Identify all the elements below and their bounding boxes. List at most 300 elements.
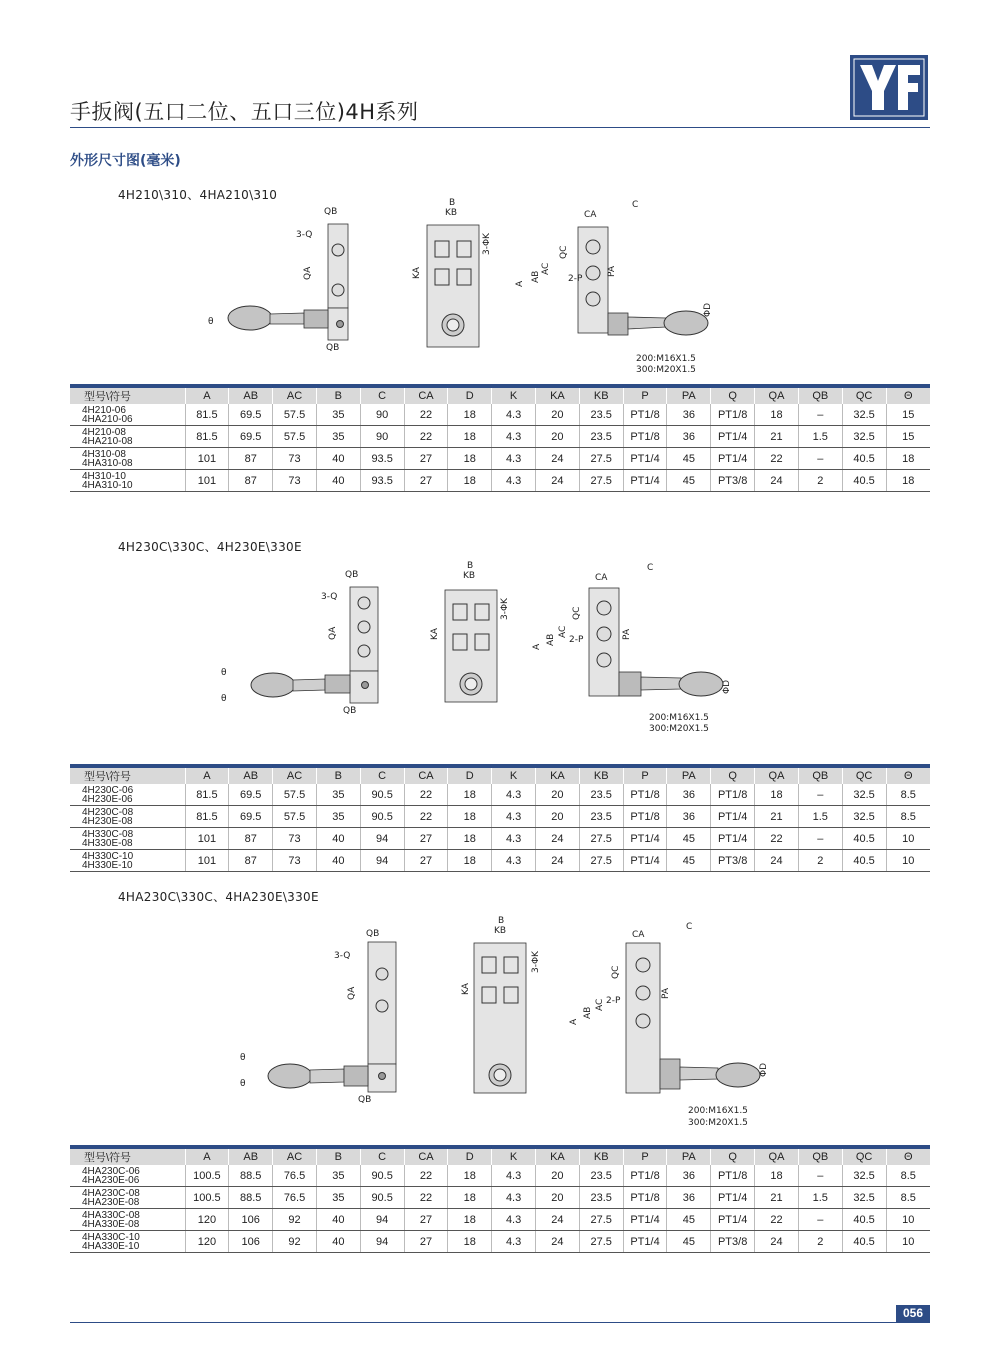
value-cell: 87 xyxy=(229,448,273,470)
dim-qb-label-bottom: QB xyxy=(343,706,357,716)
table-header-row: 型号\符号 A AB AC B C CA D K KA KB P PA Q QA QB QC Θ xyxy=(70,386,930,404)
value-cell: 27.5 xyxy=(579,1209,623,1231)
value-cell: PT1/4 xyxy=(711,1187,755,1209)
model-code: 4H210-08 xyxy=(82,426,126,438)
value-cell: 4.3 xyxy=(492,448,536,470)
value-cell: 32.5 xyxy=(842,784,886,806)
value-cell: PT1/8 xyxy=(623,1165,667,1187)
model-cell xyxy=(70,850,185,872)
value-cell: PT1/4 xyxy=(623,448,667,470)
model-cell xyxy=(70,784,185,806)
model-code: 4HA330E-10 xyxy=(82,1240,140,1252)
dim-qc-label: QC xyxy=(559,245,569,259)
model-cell xyxy=(70,806,185,828)
model-cell xyxy=(70,448,185,470)
model-code: 4H210-06 xyxy=(82,404,126,416)
dim-theta-label-2: θ xyxy=(221,694,227,704)
model-code: 4H330E-10 xyxy=(82,859,133,871)
value-cell: 32.5 xyxy=(842,426,886,448)
header-divider xyxy=(70,127,930,128)
dim-qa-label: QA xyxy=(347,986,357,1000)
value-cell: 36 xyxy=(667,404,711,426)
value-cell: 24 xyxy=(755,470,799,492)
drawing-front-3 xyxy=(230,920,405,1110)
value-cell: 73 xyxy=(273,828,317,850)
thread-label-1: 200:M16X1.5 xyxy=(688,1106,748,1116)
value-cell: PT1/4 xyxy=(623,828,667,850)
value-cell: 101 xyxy=(185,850,229,872)
value-cell: 18 xyxy=(886,448,930,470)
value-cell: 40.5 xyxy=(842,1231,886,1253)
section-heading: 外形尺寸图(毫米) xyxy=(70,153,181,169)
model-code: 4HA310-08 xyxy=(82,457,133,469)
model-code: 4HA310-10 xyxy=(82,479,133,491)
value-cell: 8.5 xyxy=(886,784,930,806)
table-header-row: 型号\符号 A AB AC B C CA D K KA KB P PA Q QA QB QC Θ xyxy=(70,1147,930,1165)
dim-theta-label-1: θ xyxy=(240,1053,246,1063)
value-cell: 24 xyxy=(536,828,580,850)
value-cell: 27.5 xyxy=(579,828,623,850)
value-cell: 90.5 xyxy=(360,1187,404,1209)
value-cell: 35 xyxy=(316,1165,360,1187)
value-cell: 93.5 xyxy=(360,470,404,492)
dim-c-label: C xyxy=(647,563,654,573)
value-cell: 120 xyxy=(185,1209,229,1231)
value-cell: 18 xyxy=(448,828,492,850)
dim-ca-label: CA xyxy=(584,210,597,220)
spec-table-2 xyxy=(70,764,930,872)
table-header-row: 型号\符号 A AB AC B C CA D K KA KB P PA Q QA QB QC Θ xyxy=(70,766,930,784)
dim-a-label: A xyxy=(532,643,542,650)
value-cell: 18 xyxy=(755,784,799,806)
dim-a-label: A xyxy=(569,1018,579,1025)
value-cell: PT1/4 xyxy=(711,806,755,828)
value-cell: 101 xyxy=(185,828,229,850)
value-cell: 24 xyxy=(536,1231,580,1253)
model-code: 4HA210-06 xyxy=(82,413,133,425)
value-cell: 24 xyxy=(536,850,580,872)
value-cell: PT1/4 xyxy=(623,470,667,492)
dim-theta-label-2: θ xyxy=(240,1079,246,1089)
value-cell: 4.3 xyxy=(492,806,536,828)
thread-label-1: 200:M16X1.5 xyxy=(636,354,696,364)
value-cell: 40.5 xyxy=(842,448,886,470)
table-row xyxy=(70,1165,930,1187)
value-cell: 32.5 xyxy=(842,1165,886,1187)
dim-ac-label: AC xyxy=(595,998,605,1011)
value-cell: PT1/8 xyxy=(623,404,667,426)
dim-ab-label: AB xyxy=(546,633,556,646)
value-cell: 27 xyxy=(404,470,448,492)
value-cell: 100.5 xyxy=(185,1165,229,1187)
value-cell: 94 xyxy=(360,1209,404,1231)
model-code: 4HA230E-06 xyxy=(82,1174,140,1186)
value-cell: 23.5 xyxy=(579,1165,623,1187)
value-cell: 45 xyxy=(667,1209,711,1231)
value-cell: 2 xyxy=(798,470,842,492)
value-cell: 4.3 xyxy=(492,426,536,448)
spec-table-3 xyxy=(70,1145,930,1253)
value-cell: 18 xyxy=(448,426,492,448)
value-cell: 10 xyxy=(886,1209,930,1231)
dim-qb-label-bottom: QB xyxy=(326,343,340,353)
value-cell: 18 xyxy=(448,1187,492,1209)
value-cell: 1.5 xyxy=(798,806,842,828)
value-cell: 2 xyxy=(798,1231,842,1253)
dim-ab-label: AB xyxy=(531,270,541,283)
value-cell: 4.3 xyxy=(492,850,536,872)
value-cell: 4.3 xyxy=(492,1187,536,1209)
value-cell: 22 xyxy=(755,1209,799,1231)
dim-ac-label: AC xyxy=(541,262,551,275)
dim-ca-label: CA xyxy=(632,930,645,940)
value-cell: 73 xyxy=(273,850,317,872)
drawing-front-2 xyxy=(215,565,385,720)
value-cell: 4.3 xyxy=(492,470,536,492)
value-cell: 2 xyxy=(798,850,842,872)
value-cell: 45 xyxy=(667,1231,711,1253)
dim-2p-label: 2-P xyxy=(606,996,621,1006)
value-cell: PT1/8 xyxy=(623,426,667,448)
value-cell: 18 xyxy=(448,470,492,492)
value-cell: 45 xyxy=(667,448,711,470)
value-cell: 24 xyxy=(536,470,580,492)
value-cell: 18 xyxy=(448,806,492,828)
value-cell: PT1/8 xyxy=(623,784,667,806)
value-cell: 69.5 xyxy=(229,806,273,828)
value-cell: 21 xyxy=(755,806,799,828)
value-cell: 45 xyxy=(667,470,711,492)
value-cell: 101 xyxy=(185,470,229,492)
value-cell: PT1/8 xyxy=(623,1187,667,1209)
value-cell: 32.5 xyxy=(842,806,886,828)
value-cell: PT3/8 xyxy=(711,850,755,872)
value-cell: 18 xyxy=(448,448,492,470)
model-code: 4HA210-08 xyxy=(82,435,133,447)
value-cell: 40.5 xyxy=(842,470,886,492)
value-cell: 23.5 xyxy=(579,806,623,828)
value-cell: 69.5 xyxy=(229,426,273,448)
value-cell: 87 xyxy=(229,470,273,492)
model-code: 4H330C-10 xyxy=(82,850,134,862)
model-code: 4H230E-08 xyxy=(82,815,133,827)
value-cell: 27 xyxy=(404,828,448,850)
model-code: 4H310-08 xyxy=(82,448,126,460)
value-cell: 8.5 xyxy=(886,1165,930,1187)
value-cell: 27.5 xyxy=(579,448,623,470)
model-code: 4H230C-06 xyxy=(82,784,134,796)
drawing-side-3 xyxy=(450,915,550,1105)
value-cell: 90.5 xyxy=(360,806,404,828)
dim-theta-label-1: θ xyxy=(221,668,227,678)
dim-ca-label: CA xyxy=(595,573,608,583)
value-cell: 40 xyxy=(316,1209,360,1231)
model-cell xyxy=(70,1187,185,1209)
yf-logo xyxy=(850,55,928,120)
table-row xyxy=(70,850,930,872)
value-cell: 35 xyxy=(316,404,360,426)
model-cell xyxy=(70,470,185,492)
dim-d-label: ΦD xyxy=(722,679,732,694)
value-cell: 20 xyxy=(536,404,580,426)
dim-c-label: C xyxy=(686,922,693,932)
model-code: 4H230C-08 xyxy=(82,806,134,818)
thread-label-2: 300:M20X1.5 xyxy=(649,724,709,734)
value-cell: 18 xyxy=(448,1165,492,1187)
model-code: 4HA230C-06 xyxy=(82,1165,140,1177)
model-cell xyxy=(70,828,185,850)
value-cell: 18 xyxy=(755,1165,799,1187)
drawing-front-1 xyxy=(200,200,350,360)
value-cell: 18 xyxy=(448,1209,492,1231)
dim-b-label: B xyxy=(467,561,474,571)
dim-ka-label: KA xyxy=(412,267,422,279)
value-cell: 106 xyxy=(229,1231,273,1253)
value-cell: 10 xyxy=(886,850,930,872)
table-row xyxy=(70,784,930,806)
dim-ac-label: AC xyxy=(558,625,568,638)
value-cell: 40 xyxy=(316,828,360,850)
value-cell: 22 xyxy=(404,784,448,806)
dim-a-label: A xyxy=(515,280,525,287)
value-cell: 24 xyxy=(536,1209,580,1231)
value-cell: 22 xyxy=(755,828,799,850)
value-cell: 73 xyxy=(273,448,317,470)
model-code: 4HA230E-08 xyxy=(82,1196,140,1208)
value-cell: 20 xyxy=(536,784,580,806)
value-cell: 73 xyxy=(273,470,317,492)
value-cell: 4.3 xyxy=(492,828,536,850)
value-cell: 1.5 xyxy=(798,1187,842,1209)
value-cell: 8.5 xyxy=(886,806,930,828)
model-code: 4HA330E-08 xyxy=(82,1218,140,1230)
value-cell: 88.5 xyxy=(229,1165,273,1187)
value-cell: 18 xyxy=(448,1231,492,1253)
value-cell: – xyxy=(798,784,842,806)
dim-2p-label: 2-P xyxy=(569,635,584,645)
dim-3k-label: 3-ΦK xyxy=(531,951,541,973)
value-cell: 101 xyxy=(185,448,229,470)
value-cell: 40 xyxy=(316,448,360,470)
value-cell: 40.5 xyxy=(842,1209,886,1231)
value-cell: 15 xyxy=(886,426,930,448)
value-cell: 69.5 xyxy=(229,404,273,426)
drawing-side-2 xyxy=(425,560,515,710)
drawing-top-1 xyxy=(510,195,725,375)
value-cell: 23.5 xyxy=(579,1187,623,1209)
value-cell: 57.5 xyxy=(273,806,317,828)
value-cell: 100.5 xyxy=(185,1187,229,1209)
value-cell: – xyxy=(798,828,842,850)
page-number: 056 xyxy=(896,1305,930,1322)
value-cell: 18 xyxy=(448,784,492,806)
value-cell: 35 xyxy=(316,784,360,806)
value-cell: 94 xyxy=(360,1231,404,1253)
value-cell: 4.3 xyxy=(492,784,536,806)
dim-qa-label: QA xyxy=(328,626,338,640)
value-cell: 40 xyxy=(316,470,360,492)
table-row xyxy=(70,1209,930,1231)
drawing-top-2 xyxy=(525,560,740,740)
footer-divider xyxy=(70,1322,930,1323)
table-row xyxy=(70,1187,930,1209)
thread-label-1: 200:M16X1.5 xyxy=(649,713,709,723)
value-cell: 36 xyxy=(667,1165,711,1187)
value-cell: 40.5 xyxy=(842,850,886,872)
value-cell: 81.5 xyxy=(185,806,229,828)
value-cell: 24 xyxy=(755,850,799,872)
value-cell: 40 xyxy=(316,1231,360,1253)
dim-qb-label: QB xyxy=(324,207,338,217)
value-cell: 45 xyxy=(667,828,711,850)
value-cell: PT1/4 xyxy=(623,1209,667,1231)
value-cell: 20 xyxy=(536,426,580,448)
value-cell: 81.5 xyxy=(185,426,229,448)
value-cell: 22 xyxy=(404,1187,448,1209)
value-cell: 36 xyxy=(667,1187,711,1209)
dim-qa-label: QA xyxy=(303,266,313,280)
dim-kb-label: KB xyxy=(463,571,476,581)
value-cell: 23.5 xyxy=(579,426,623,448)
value-cell: 4.3 xyxy=(492,1165,536,1187)
dim-qb-label-bottom: QB xyxy=(358,1095,372,1105)
dim-ab-label: AB xyxy=(583,1006,593,1019)
drawing-side-1 xyxy=(405,195,495,355)
value-cell: PT1/8 xyxy=(711,404,755,426)
value-cell: PT1/4 xyxy=(711,1209,755,1231)
value-cell: 90 xyxy=(360,426,404,448)
value-cell: 22 xyxy=(404,806,448,828)
value-cell: PT1/4 xyxy=(623,1231,667,1253)
value-cell: PT1/4 xyxy=(623,850,667,872)
value-cell: 45 xyxy=(667,850,711,872)
table-row xyxy=(70,448,930,470)
dim-d-label: ΦD xyxy=(703,302,713,317)
model-cell xyxy=(70,1231,185,1253)
value-cell: 18 xyxy=(448,404,492,426)
value-cell: – xyxy=(798,1209,842,1231)
value-cell: 90 xyxy=(360,404,404,426)
value-cell: 20 xyxy=(536,1187,580,1209)
value-cell: PT3/8 xyxy=(711,470,755,492)
dim-b-label: B xyxy=(449,198,456,208)
value-cell: 4.3 xyxy=(492,1209,536,1231)
value-cell: 20 xyxy=(536,806,580,828)
dim-kb-label: KB xyxy=(494,926,507,936)
table-row xyxy=(70,426,930,448)
model-code: 4H330C-08 xyxy=(82,828,134,840)
drawing-top-3 xyxy=(560,915,780,1135)
dim-c-label: C xyxy=(632,200,639,210)
dim-ka-label: KA xyxy=(461,983,471,995)
value-cell: 32.5 xyxy=(842,1187,886,1209)
value-cell: 76.5 xyxy=(273,1187,317,1209)
model-code: 4HA330C-08 xyxy=(82,1209,140,1221)
value-cell: 57.5 xyxy=(273,404,317,426)
value-cell: 24 xyxy=(536,448,580,470)
value-cell: 22 xyxy=(404,426,448,448)
dim-qc-label: QC xyxy=(611,965,621,979)
thread-label-2: 300:M20X1.5 xyxy=(636,365,696,375)
value-cell: – xyxy=(798,448,842,470)
value-cell: 23.5 xyxy=(579,404,623,426)
value-cell: PT1/4 xyxy=(711,426,755,448)
value-cell: 92 xyxy=(273,1231,317,1253)
value-cell: 23.5 xyxy=(579,784,623,806)
value-cell: 27 xyxy=(404,850,448,872)
thread-label-2: 300:M20X1.5 xyxy=(688,1118,748,1128)
dim-qc-label: QC xyxy=(572,606,582,620)
model-code: 4HA330C-10 xyxy=(82,1231,140,1243)
dim-d-label: ΦD xyxy=(759,1062,769,1077)
value-cell: 40.5 xyxy=(842,828,886,850)
value-cell: 106 xyxy=(229,1209,273,1231)
value-cell: 10 xyxy=(886,1231,930,1253)
value-cell: 10 xyxy=(886,828,930,850)
value-cell: 4.3 xyxy=(492,1231,536,1253)
value-cell: 120 xyxy=(185,1231,229,1253)
dim-3q-label: 3-Q xyxy=(296,230,313,240)
dim-theta-label: θ xyxy=(208,317,214,327)
value-cell: – xyxy=(798,1165,842,1187)
value-cell: 57.5 xyxy=(273,784,317,806)
value-cell: 36 xyxy=(667,806,711,828)
value-cell: 35 xyxy=(316,806,360,828)
value-cell: – xyxy=(798,404,842,426)
model-cell xyxy=(70,404,185,426)
model-code: 4H230E-06 xyxy=(82,793,133,805)
value-cell: 81.5 xyxy=(185,404,229,426)
value-cell: 88.5 xyxy=(229,1187,273,1209)
value-cell: 24 xyxy=(755,1231,799,1253)
dim-qb-label: QB xyxy=(366,929,380,939)
value-cell: PT3/8 xyxy=(711,1231,755,1253)
value-cell: 27.5 xyxy=(579,850,623,872)
value-cell: 18 xyxy=(448,850,492,872)
section-3-label: 4HA230C\330C、4HA230E\330E xyxy=(118,890,319,904)
dim-3q-label: 3-Q xyxy=(334,951,351,961)
model-code: 4H330E-08 xyxy=(82,837,133,849)
value-cell: 20 xyxy=(536,1165,580,1187)
value-cell: 4.3 xyxy=(492,404,536,426)
dim-pa-label: PA xyxy=(661,987,671,999)
value-cell: 94 xyxy=(360,828,404,850)
value-cell: 27 xyxy=(404,1209,448,1231)
value-cell: 27.5 xyxy=(579,470,623,492)
value-cell: 15 xyxy=(886,404,930,426)
dim-pa-label: PA xyxy=(622,628,632,640)
value-cell: 22 xyxy=(755,448,799,470)
value-cell: 27 xyxy=(404,448,448,470)
model-code: 4H310-10 xyxy=(82,470,126,482)
table-row xyxy=(70,1231,930,1253)
value-cell: 32.5 xyxy=(842,404,886,426)
value-cell: 93.5 xyxy=(360,448,404,470)
value-cell: 21 xyxy=(755,426,799,448)
value-cell: 21 xyxy=(755,1187,799,1209)
value-cell: 81.5 xyxy=(185,784,229,806)
dim-qb-label: QB xyxy=(345,570,359,580)
value-cell: 22 xyxy=(404,404,448,426)
model-code: 4HA230C-08 xyxy=(82,1187,140,1199)
value-cell: 87 xyxy=(229,828,273,850)
value-cell: PT1/4 xyxy=(711,828,755,850)
value-cell: PT1/8 xyxy=(711,784,755,806)
page-title: 手扳阀(五口二位、五口三位)4H系列 xyxy=(70,100,419,124)
value-cell: 1.5 xyxy=(798,426,842,448)
dim-3k-label: 3-ΦK xyxy=(482,233,492,255)
dim-b-label: B xyxy=(498,916,505,926)
